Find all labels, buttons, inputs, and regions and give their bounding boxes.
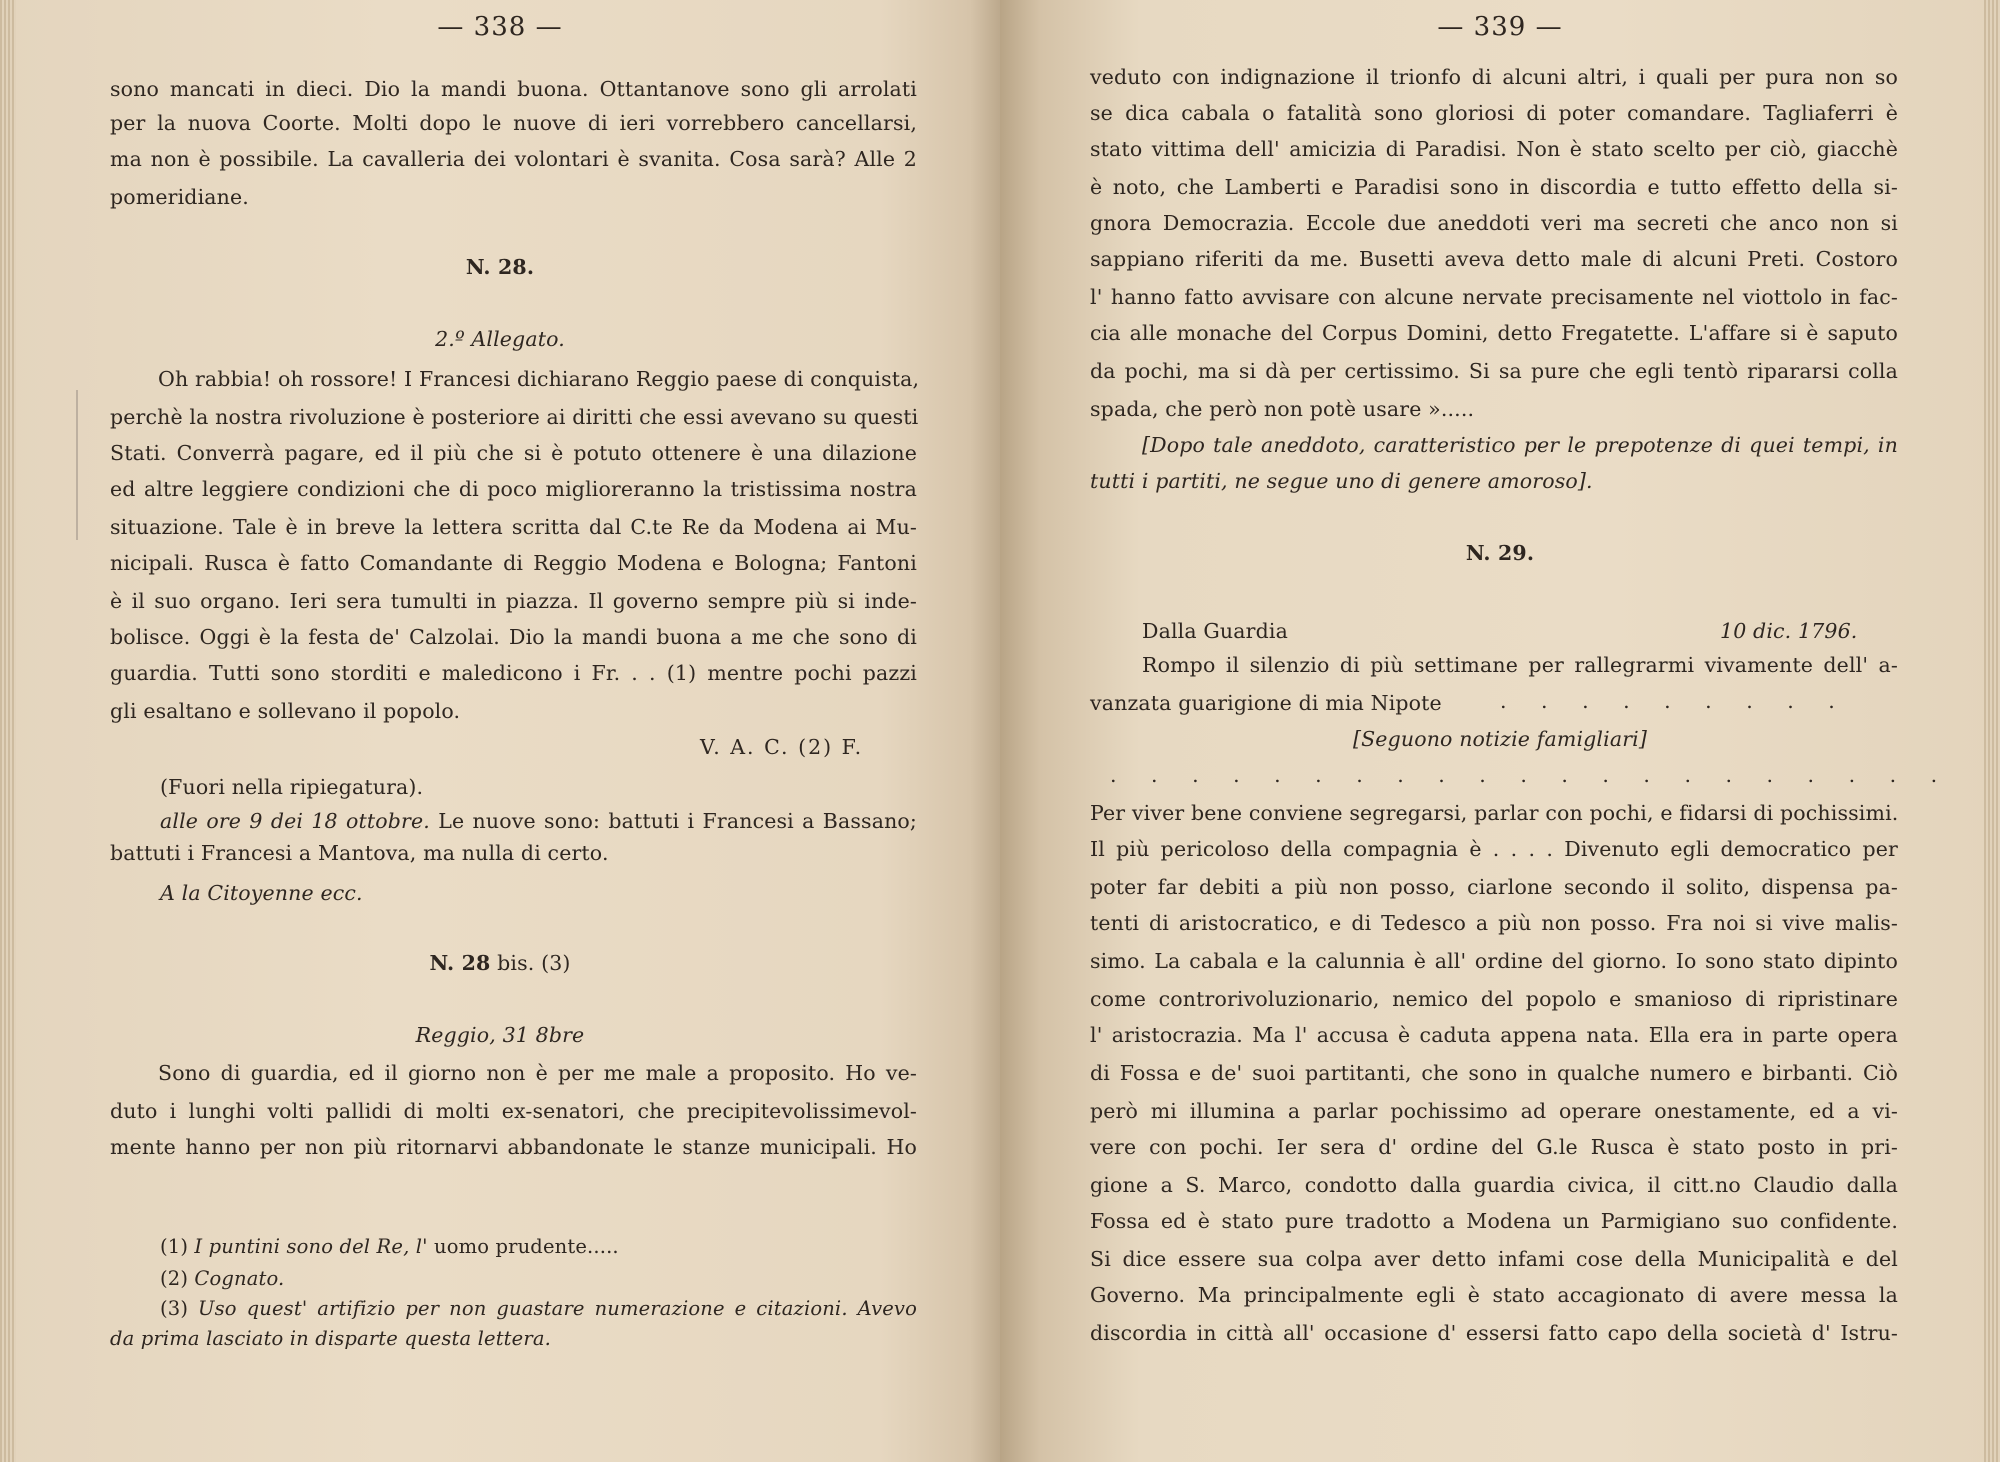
signature: V. A. C. (2) F. — [700, 735, 864, 759]
doc-heading-28: N. 28. — [465, 255, 535, 279]
text-line: vere con pochi. Ier sera d' ordine del G.le Rusca è stato posto in pri- — [1090, 1135, 1898, 1159]
text-line: da pochi, ma si dà per certissimo. Si sa pure che egli tentò ripararsi colla — [1090, 359, 1898, 383]
text-line: Oh rabbia! oh rossore! I Francesi dichiarano Reggio paese di conquista, — [158, 367, 920, 391]
text-line: Fossa ed è stato pure tradotto a Modena un Parmigiano suo confidente. — [1090, 1209, 1898, 1233]
text-line: simo. La cabala e la calunnia è all' ordine del giorno. Io sono stato dipinto — [1090, 949, 1898, 973]
footnote-text: Cognato. — [188, 1267, 285, 1290]
text-line: pomeridiane. — [110, 185, 249, 209]
footnote-2 — [160, 1266, 284, 1292]
text-line: bolisce. Oggi è la festa de' Calzolai. Dio la mandi buona a me che sono di — [110, 625, 917, 649]
text-line: gli esaltano e sollevano il popolo. — [110, 699, 461, 723]
text-line: cia alle monache del Corpus Domini, detto Fregatette. L'affare si è saputo — [1090, 321, 1898, 345]
doc-heading-28bis-number: N. 28 — [429, 951, 491, 975]
page-number-right: — 339 — — [1437, 12, 1563, 42]
text-line: gione a S. Marco, condotto dalla guardia civica, il citt.no Claudio dalla — [1090, 1173, 1898, 1197]
text-line: per la nuova Coorte. Molti dopo le nuove di ieri vorrebbero cancellarsi, — [110, 111, 917, 135]
text-line: ma non è possibile. La cavalleria dei volontari è svanita. Cosa sarà? Alle 2 — [110, 147, 917, 171]
text-line: spada, che però non potè usare »..... — [1090, 397, 1475, 421]
doc-heading-28bis-suffix: bis. (3) — [490, 951, 571, 975]
text-line: tenti di aristocratico, e di Tedesco a più non posso. Fra noi si vive malis- — [1090, 911, 1898, 935]
page-edge-left — [0, 0, 16, 1462]
text-line: Rompo il silenzio di più settimane per rallegrarmi vivamente dell' a- — [1142, 653, 1898, 677]
postscript-line — [160, 808, 917, 834]
text-line: situazione. Tale è in breve la lettera scritta dal C.te Re da Modena ai Mu- — [110, 515, 917, 539]
footnote-number: (1) — [160, 1235, 189, 1258]
text-line: ed altre leggiere condizioni che di poco miglioreranno la tristissima nostra — [110, 477, 917, 501]
fold-note: (Fuori nella ripiegatura). — [160, 775, 424, 799]
text-line: mente hanno per non più ritornarvi abbandonate le stanze municipali. Ho — [110, 1135, 917, 1159]
text-line: Sono di guardia, ed il giorno non è per me male a proposito. Ho ve- — [158, 1061, 917, 1085]
place: Dalla Guardia — [1142, 619, 1288, 643]
text-line: veduto con indignazione il trionfo di alcuni altri, i quali per pura non so — [1090, 65, 1898, 89]
dateline: Reggio, 31 8bre — [415, 1023, 585, 1047]
doc-heading-28bis — [0, 950, 1000, 976]
postscript-line2: battuti i Francesi a Mantova, ma nulla di certo. — [110, 841, 609, 865]
text-line: gnora Democrazia. Eccole due aneddoti veri ma secreti che anco non si — [1090, 211, 1898, 235]
footnote-number: (2) — [160, 1267, 189, 1290]
text-line: Si dice essere sua colpa aver detto infami cose della Municipalità e del — [1090, 1247, 1898, 1271]
doc-subheading-allegato: 2.º Allegato. — [435, 327, 565, 351]
text-line: sono mancati in dieci. Dio la mandi buona. Ottantanove sono gli arrolati — [110, 77, 917, 101]
text-line: nicipali. Rusca è fatto Comandante di Reggio Modena e Bologna; Fantoni — [110, 551, 917, 575]
postscript-text: Le nuove sono: battuti i Francesi a Bassano; — [429, 809, 917, 833]
text-line: stato vittima dell' amicizia di Paradisi. Non è stato scelto per ciò, giacchè — [1090, 137, 1898, 161]
text-line: se dica cabala o fatalità sono gloriosi di poter comandare. Tagliaferri è — [1090, 101, 1898, 125]
editor-note-cont: tutti i partiti, ne segue uno di genere amoroso]. — [1090, 469, 1593, 493]
text-line: Per viver bene conviene segregarsi, parlar con pochi, e fidarsi di pochissimi. — [1090, 801, 1899, 825]
elision-dots-row: . . . . . . . . . . . . . . . . . . . . . — [1110, 763, 1952, 787]
letter-date: 10 dic. 1796. — [1720, 619, 1858, 643]
text-line: sappiano riferiti da me. Busetti aveva detto male di alcuni Preti. Costoro — [1090, 247, 1898, 271]
text-line: discordia in città all' occasione d' essersi fatto capo della società d' Istru- — [1090, 1321, 1898, 1345]
address: A la Citoyenne ecc. — [160, 881, 363, 905]
right-page — [1000, 0, 2000, 1462]
pencil-mark — [76, 390, 78, 540]
footnote-text: uomo prudente..... — [427, 1235, 619, 1258]
text-line: è il suo organo. Ieri sera tumulti in piazza. Il governo sempre più si inde- — [110, 589, 917, 613]
text-line: duto i lunghi volti pallidi di molti ex-senatori, che precipitevolissimevol- — [110, 1099, 917, 1123]
editor-note: [Dopo tale aneddoto, caratteristico per le prepotenze di quei tempi, in — [1142, 433, 1898, 457]
page-number-left: — 338 — — [437, 12, 563, 42]
text-line: però mi illumina a parlar pochissimo ad operare onestamente, ed a vi- — [1090, 1099, 1898, 1123]
text-line: come controrivoluzionario, nemico del popolo e smanioso di ripristinare — [1090, 987, 1898, 1011]
postscript-date: alle ore 9 dei 18 ottobre. — [160, 809, 430, 833]
text-line: guardia. Tutti sono storditi e maledicono i Fr. . . (1) mentre pochi pazzi — [110, 661, 917, 685]
footnote-1 — [160, 1234, 619, 1260]
footnote-text: I puntini sono del Re, l' — [188, 1235, 428, 1258]
family-note: [Seguono notizie famigliari] — [1352, 727, 1648, 751]
text-line: vanzata guarigione di mia Nipote — [1090, 691, 1442, 715]
footnote-text: Uso quest' artifizio per non guastare numerazione e citazioni. Avevo — [188, 1297, 917, 1320]
text-line: di Fossa e de' suoi partitanti, che sono in qualche numero e birbanti. Ciò — [1090, 1061, 1898, 1085]
text-line: poter far debiti a più non posso, ciarlone secondo il solito, dispensa pa- — [1090, 875, 1898, 899]
footnote-number: (3) — [160, 1297, 189, 1320]
elision-dots: . . . . . . . . . — [1500, 689, 1849, 713]
text-line: è noto, che Lamberti e Paradisi sono in discordia e tutto effetto della si- — [1090, 175, 1898, 199]
text-line: l' aristocrazia. Ma l' accusa è caduta appena nata. Ella era in parte opera — [1090, 1023, 1898, 1047]
doc-heading-29: N. 29. — [1465, 541, 1535, 565]
text-line: Il più pericoloso della compagnia è . . . . Divenuto egli democratico per — [1090, 837, 1898, 861]
footnote-3 — [160, 1296, 917, 1322]
text-line: Governo. Ma principalmente egli è stato accagionato di avere messa la — [1090, 1283, 1898, 1307]
text-line: Stati. Converrà pagare, ed il più che si è potuto ottenere è una dilazione — [110, 441, 917, 465]
text-line: perchè la nostra rivoluzione è posteriore ai diritti che essi avevano su questi — [110, 405, 919, 429]
footnote-3-cont: da prima lasciato in disparte questa lettera. — [110, 1327, 551, 1350]
text-line: l' hanno fatto avvisare con alcune nervate precisamente nel viottolo in fac- — [1090, 285, 1898, 309]
